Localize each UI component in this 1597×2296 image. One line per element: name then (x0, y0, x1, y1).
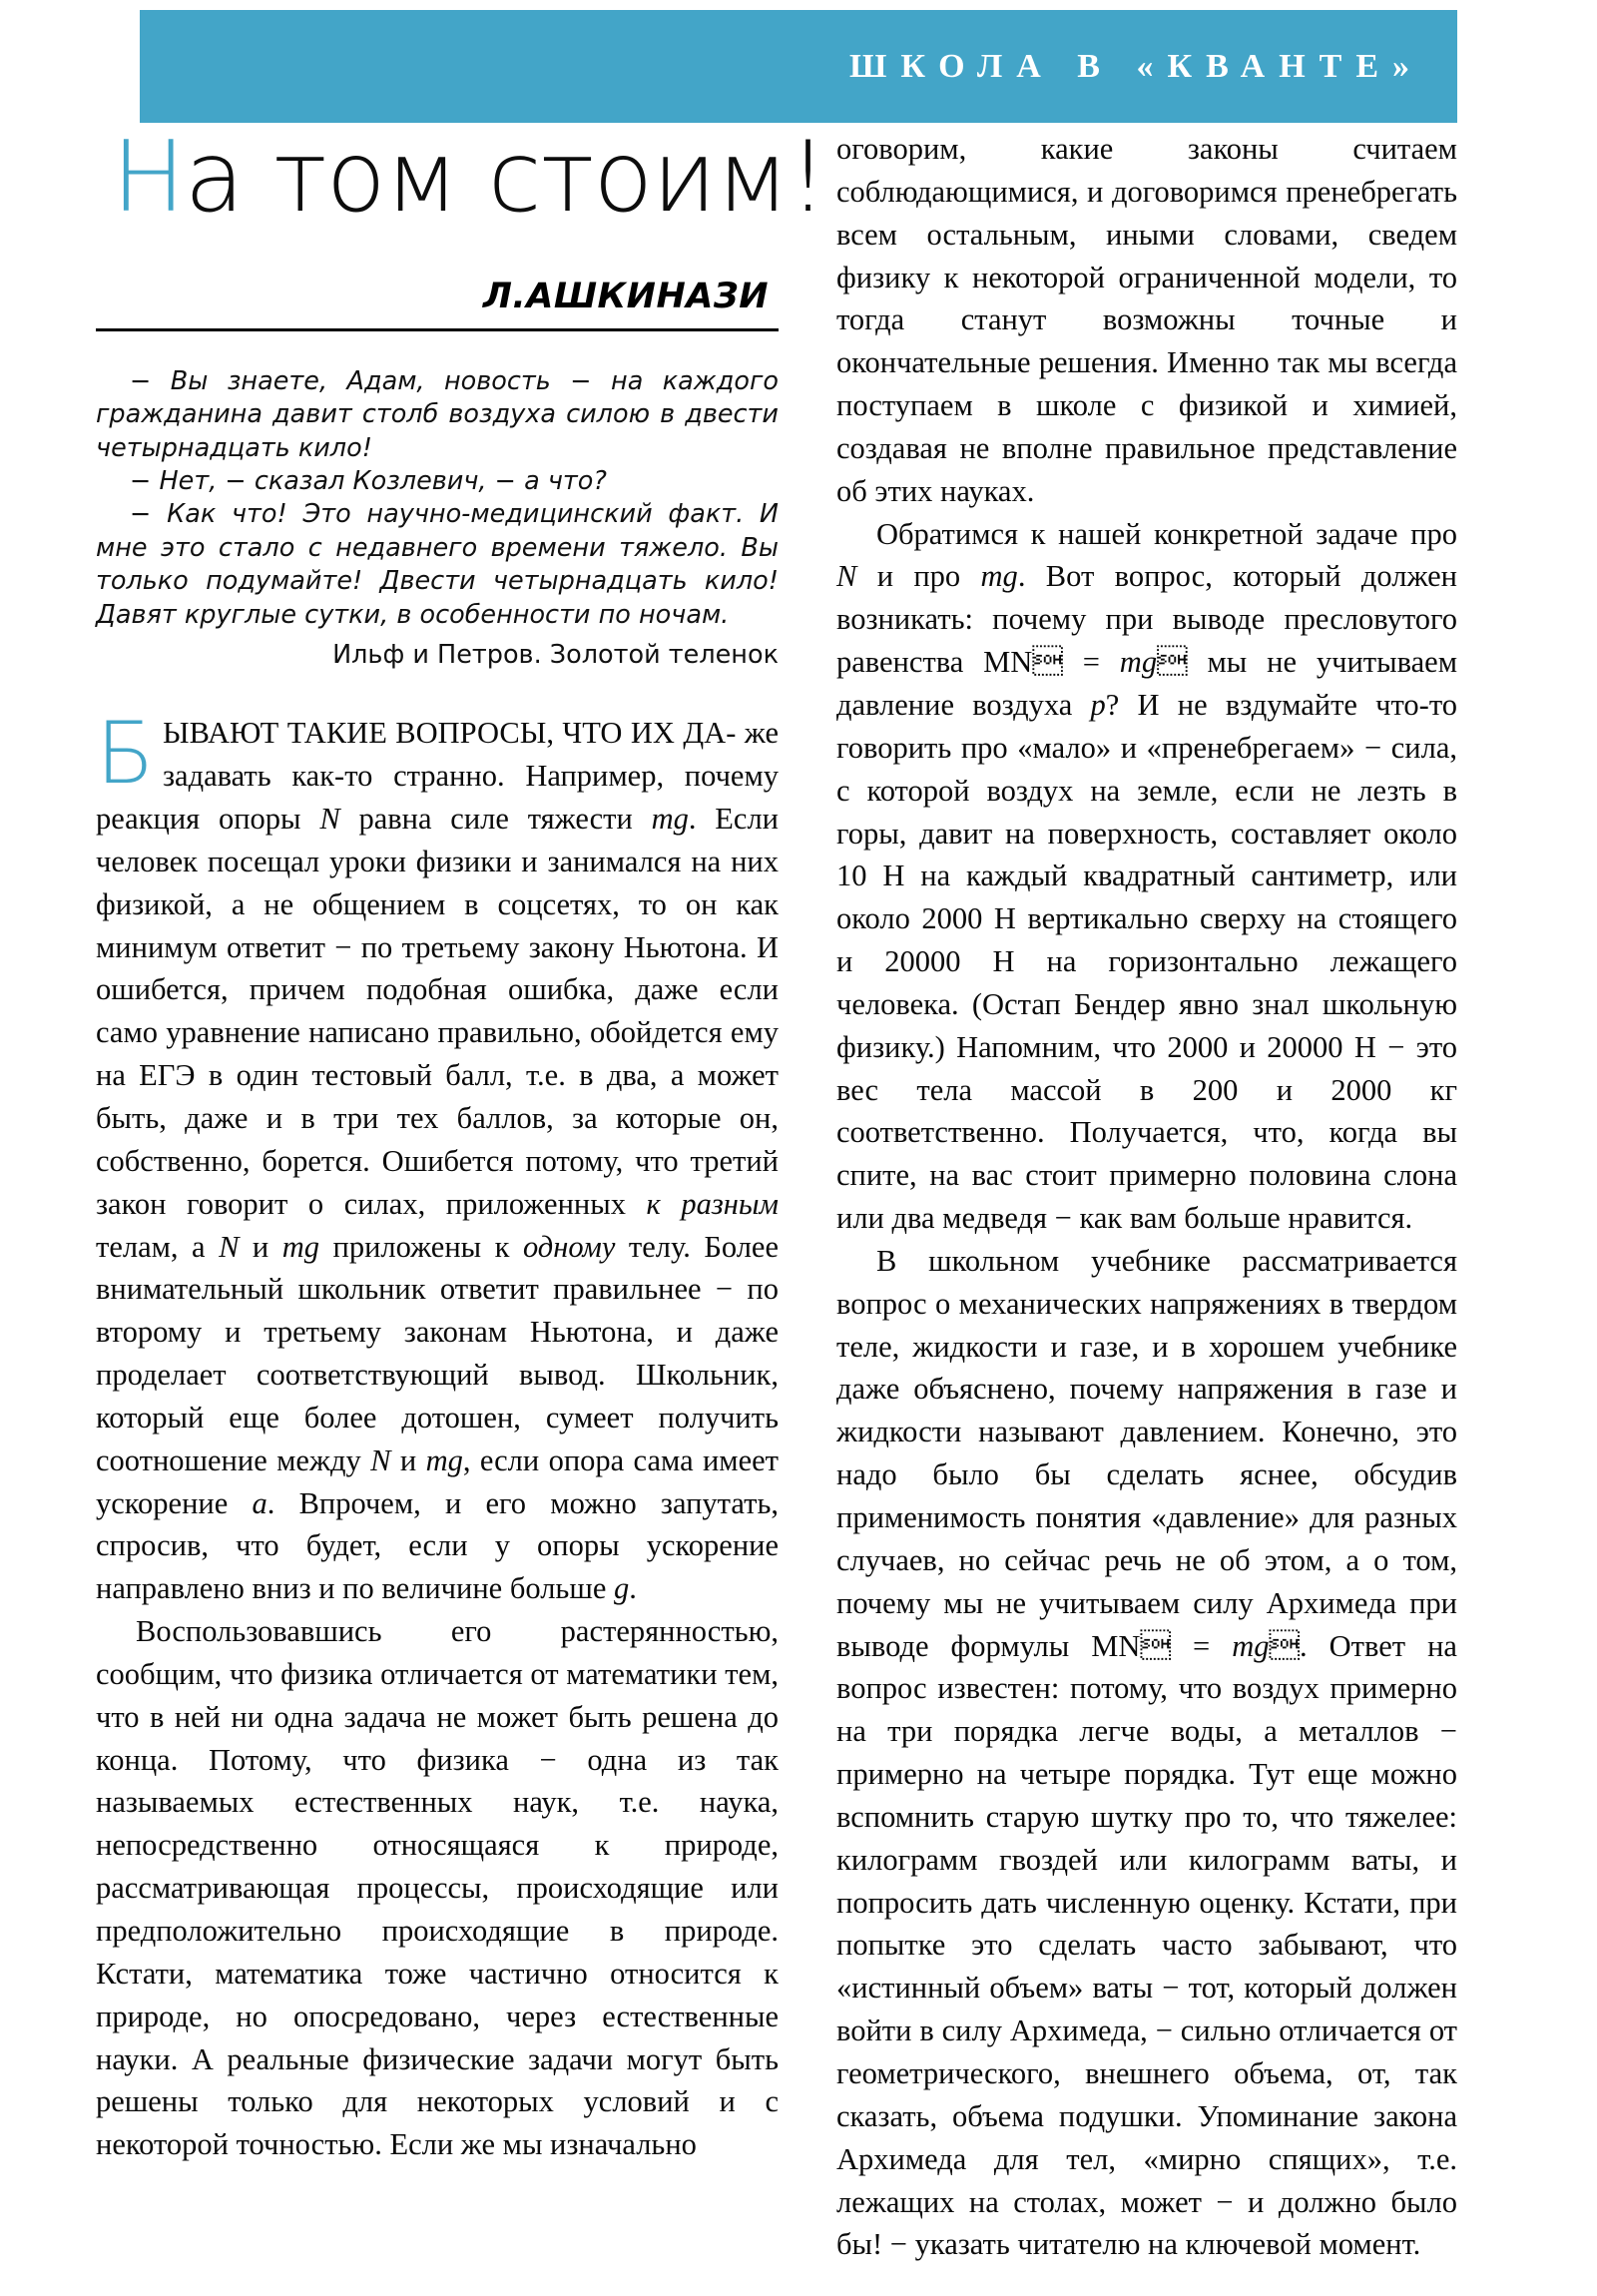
paragraph (836, 128, 1457, 513)
author-name: Л.АШКИНАЗИ (482, 276, 769, 316)
paragraph (836, 1240, 1457, 2266)
paragraph-text: В школьном учебнике рассматривается вопрос о механических напряжениях в твердом теле, жидкости и газе, и в хорошем учебнике даже объяснено, почему напряжения в газе и жидкости называют давлением. Конечно, это надо было бы сделать яснее, обсудив применимость понятия «давление» для разных случаев, но сейчас речь не об этом, а о том, почему мы не учитываем силу Архимеда при выводе формулы MN = mg. Ответ на вопрос известен: потому, что воздух примерно на три порядка легче воды, а металлов − примерно на четыре порядка. Тут еще можно вспомнить старую шутку про то, что тяжелее: килограмм гвоздей или килограмм ваты, и попросить дать численную оценку. Кстати, при попытке это сделать часто забывают, что «истинный объем» ваты − тот, который должен войти в силу Архимеда, − сильно отличается от геометрического, внешнего объема, от, так сказать, объема подушки. Упоминание закона Архимеда для тел, «мирно спящих», т.е. лежащих на столах, может − и должно было бы! − указать читателю на ключевой момент. (836, 1243, 1457, 2262)
section-banner (140, 10, 1457, 123)
title-drop-letter: Н (112, 121, 185, 235)
page-title (96, 121, 827, 235)
paragraph (96, 1610, 779, 2166)
paragraph-text: Воспользовавшись его растерянностью, сообщим, что физика отличается от математики тем, что в ней ни одна задача не может быть решена до конца. Потому, что физика − одна из так называемых естественных наук, т.е. наука, непосредственно относящаяся к природе, рассматривающая процессы, происходящие или предположительно происходящие в природе. Кстати, математика тоже частично относится к природе, но опосредовано, через естественные науки. А реальные физические задачи могут быть решены только для некоторых условий и с некоторой точностью. Если же мы изначально (96, 1614, 779, 2162)
lead-smallcaps: ЫВАЮТ ТАКИЕ ВОПРОСЫ, ЧТО ИХ ДА- (163, 716, 737, 751)
column-left (96, 121, 827, 2166)
paragraph-text: оговорим, какие законы считаем соблюдающимися, и договоримся пренебрегать всем остальным, иными словами, сведем физику к некоторой ограниченной модели, то тогда станут возможны точные и окончательные решения. Именно так мы всегда поступаем в школе с физикой и химией, создавая не вполне правильное представление об этих науках. (836, 132, 1457, 508)
body-text-right (836, 128, 1457, 2266)
epigraph (96, 365, 779, 673)
drop-cap: Б (96, 704, 155, 805)
paragraph-text: Обратимся к нашей конкретной задаче про N и про mg. Вот вопрос, который должен возникать: почему при выводе пресловутого равенства MN = mg мы не учитываем давление воздуха p? И не вздумайте что-то говорить про «мало» и «пренебрегаем» − сила, с которой воздух на земле, если не лезть в горы, давит на поверхность, составляет около 10 Н на каждый квадратный сантиметр, или около 2000 Н вертикально сверху на стоящего и 20000 Н на горизонтально лежащего человека. (Остап Бендер явно знал школьную физику.) Напомним, что 2000 и 20000 Н − это вес тела массой в 200 и 2000 кг соответственно. Получается, что, когда вы спите, на вас стоит примерно половина слона или два медведя − как вам больше нравится. (836, 516, 1458, 1236)
epigraph-line: − Нет, − сказал Козлевич, − а что? (130, 466, 607, 497)
byline-divider (96, 328, 779, 331)
byline (96, 277, 779, 316)
epigraph-source: Ильф и Петров. Золотой теленок (332, 640, 779, 670)
paragraph-text: же задавать как-то странно. Например, почему реакция опоры N равна силе тяжести mg. Если человек посещал уроки физики и занимался на них физикой, а не общением в соцсетях, то он как минимум ответит − по третьему закону Ньютона. И ошибется, причем подобная ошибка, даже если само уравнение написано правильно, обойдется ему на ЕГЭ в один тестовый балл, т.е. в два, а может быть, даже и в три тех баллов, за которые он, собственно, борется. Ошибется потому, что третий закон говорит о силах, приложенных к разным телам, а N и mg приложены к одному телу. Более внимательный школьник ответит правильнее − по второму и третьему законам Ньютона, и даже проделает соответствующий вывод. Школьник, который еще более дотошен, сумеет получить соотношение между N и mg, если опора сама имеет ускорение a. Впрочем, и его можно запутать, спросив, что будет, если у опоры ускорение направлено вниз и по величине больше g. (96, 716, 780, 1606)
paragraph (836, 513, 1457, 1240)
epigraph-line: − Как что! Это научно-медицинский факт. И мне это стало с недавнего времени тяжело. Вы только подумайте! Двести четырнадцать кило! Давят круглые сутки, в особенности по ночам. (96, 499, 779, 630)
title-rest: а том стоим! (184, 121, 827, 235)
epigraph-line: − Вы знаете, Адам, новость − на каждого гражданина давит столб воздуха силою в двести четырнадцать кило! (96, 365, 779, 463)
paragraph (96, 704, 780, 1610)
rubric-label: ШКОЛА В «КВАНТЕ» (848, 47, 1423, 85)
body-text-left (96, 704, 780, 2166)
column-right (836, 128, 1457, 2266)
